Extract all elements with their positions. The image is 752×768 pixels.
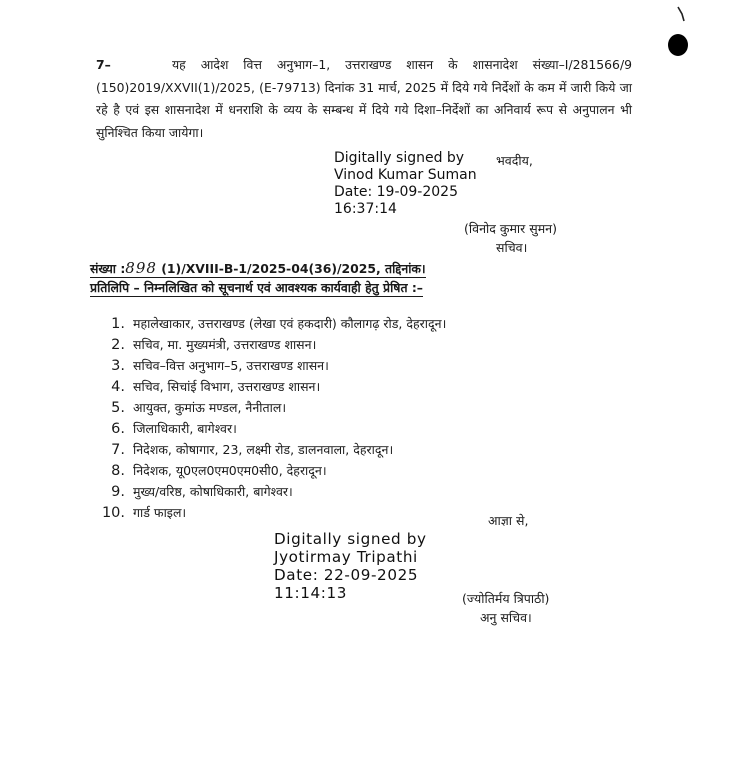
reference-prefix: संख्या : [90, 261, 126, 276]
signature-signer: Jyotirmay Tripathi [274, 548, 418, 566]
digital-signature-1 [334, 150, 477, 218]
list-item: 3. सचिव–वित्त अनुभाग–5, उत्तराखण्ड शासन। [111, 358, 329, 374]
reference-rest: (1)/XVIII-B-1/2025-04(36)/2025, तद्दिनांक। [156, 261, 426, 276]
list-item: 4. सचिव, सिचांई विभाग, उत्तराखण्ड शासन। [111, 379, 321, 395]
signatory-2-designation: अनु सचिव। [480, 610, 532, 625]
punch-hole-mark [668, 34, 688, 56]
list-item: 2. सचिव, मा. मुख्यमंत्री, उत्तराखण्ड शासन। [111, 337, 317, 353]
paragraph-7 [96, 54, 632, 144]
list-item: 7. निदेशक, कोषागार, 23, लक्ष्मी रोड, डालनवाला, देहरादून। [111, 442, 394, 458]
list-item: 5. आयुक्त, कुमांऊ मण्डल, नैनीताल। [111, 400, 287, 416]
paragraph-number: 7– [96, 57, 111, 72]
closing-salutation: भवदीय, [496, 153, 533, 168]
digital-signature-2 [274, 530, 427, 602]
list-item: 9. मुख्य/वरिष्ठ, कोषाधिकारी, बागेश्वर। [111, 484, 293, 500]
list-item: 8. निदेशक, यू0एल0एम0एम0सी0, देहरादून। [111, 463, 327, 479]
reference-handwritten-number: 898 [125, 259, 157, 277]
signatory-1-name: (विनोद कुमार सुमन) [464, 221, 557, 236]
signature-date: Date: 22-09-2025 [274, 566, 419, 584]
signature-time: 16:37:14 [334, 201, 397, 217]
reference-number [90, 259, 426, 278]
copy-heading: प्रतिलिपि – निम्नलिखित को सूचनार्थ एवं आवश्यक कार्यवाही हेतु प्रेषित :– [90, 280, 423, 295]
list-item: 6. जिलाधिकारी, बागेश्वर। [111, 421, 237, 437]
signature-line: Digitally signed by [274, 530, 427, 548]
signature-line: Digitally signed by [334, 150, 465, 166]
signature-time: 11:14:13 [274, 584, 348, 602]
copy-recipient-list [98, 313, 446, 523]
signatory-2-name: (ज्योतिर्मय त्रिपाठी) [462, 591, 550, 606]
list-item: 1. महालेखाकार, उत्तराखण्ड (लेखा एवं हकदारी) कौलागढ़ रोड, देहरादून। [111, 316, 447, 332]
signatory-1-designation: सचिव। [496, 240, 528, 255]
list-item: 10. गार्ड फाइल। [101, 505, 187, 521]
signature-signer: Vinod Kumar Suman [334, 167, 477, 183]
paragraph-text: यह आदेश वित्त अनुभाग–1, उत्तराखण्ड शासन के शासनादेश संख्या–I/281566/9 (150)2019/XXVII(1)/2025, (E-79713) दिनांक 31 मार्च, 2025 में दिये गये निर्देशों के कम में जारी किये जा रहे है एवं इस शासनादेश में धनराशि के व्यय के सम्बन्ध में दिये गये दिशा–निर्देशों का अनिवार्य रूप से अनुपालन भी सुनिश्चित किया जायेगा। [96, 57, 632, 140]
signature-date: Date: 19-09-2025 [334, 184, 458, 200]
order-line: आज्ञा से, [488, 513, 529, 528]
pen-mark-icon [676, 6, 686, 22]
